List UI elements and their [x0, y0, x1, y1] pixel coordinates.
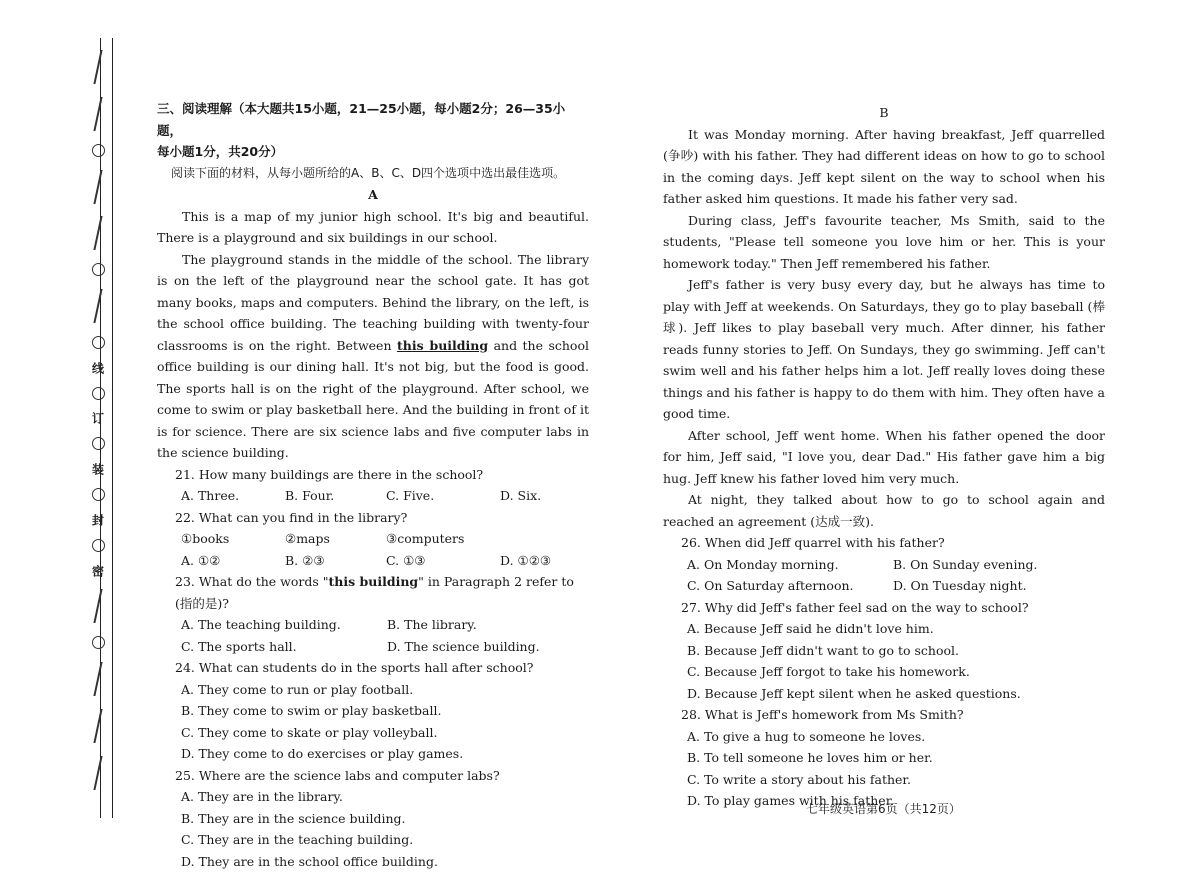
option: D. To play games with his father.: [687, 790, 1105, 812]
question-23-options: [157, 614, 589, 657]
option: B. To tell someone he loves him or her.: [687, 747, 1105, 769]
option: A. On Monday morning.: [687, 554, 893, 576]
option: C. On Saturday afternoon.: [687, 575, 893, 597]
seal-circle-icon: [92, 336, 105, 349]
option: D. ①②③: [500, 550, 600, 572]
question-26: 26. When did Jeff quarrel with his father?: [663, 532, 1105, 554]
binding-margin: [0, 0, 120, 849]
seal-circle-icon: [92, 263, 105, 276]
seal-char: 订: [90, 412, 107, 424]
passage-b-paragraph-1: It was Monday morning. After having breakfast, Jeff quarrelled (争吵) with his father. They had different ideas on how to go to school in the coming days. Jeff kept silent on the way to school when his father asked him questions. It made his father very sad.: [663, 124, 1105, 210]
option: C. To write a story about his father.: [687, 769, 1105, 791]
passage-b-paragraph-3: Jeff's father is very busy every day, but he always has time to play with Jeff at weekends. On Saturdays, they go to play baseball (棒球). Jeff likes to play baseball very much. After dinner, his father reads funny stories to Jeff. On Sundays, they go swimming. Jeff can't swim well and his father helps him a lot. Jeff really loves doing these things and his father is happy to do them with him. They often have a good time.: [663, 274, 1105, 425]
passage-b-paragraph-2: During class, Jeff's favourite teacher, Ms Smith, said to the students, "Please tell someone you love him or her. This is your homework today." Then Jeff remembered his father.: [663, 210, 1105, 275]
passage-a-paragraph-2: The playground stands in the middle of the school. The library is on the left of the playground near the school gate. It has got many books, maps and computers. Behind the library, on the left, is the school office building. The teaching building with twenty-four classrooms is on the right. Between this building and the school office building is our dining hall. It's not big, but the food is good. The sports hall is on the right of the playground. After school, we come to swim or play basketball here. And the building in front of it is for science. There are six science labs and five computer labs in the science building.: [157, 249, 589, 464]
seal-char: 封: [90, 514, 107, 526]
option: A. They are in the library.: [181, 786, 589, 808]
option: A. They come to run or play football.: [181, 679, 589, 701]
seal-char: 装: [90, 463, 107, 475]
option: C. ①③: [386, 550, 500, 572]
option: C. They are in the teaching building.: [181, 829, 589, 851]
item: ①books: [181, 528, 285, 550]
option: D. They come to do exercises or play games.: [181, 743, 589, 765]
option: B. Four.: [285, 485, 386, 507]
passage-b-paragraph-4: After school, Jeff went home. When his father opened the door for him, Jeff said, "I love you, dear Dad." His father gave him a big hug. Jeff knew his father loved him very much.: [663, 425, 1105, 490]
question-22-items: [157, 528, 589, 550]
option: D. Six.: [500, 485, 600, 507]
passage-a-paragraph-1: This is a map of my junior high school. It's big and beautiful. There is a playground and six buildings in our school.: [157, 206, 589, 249]
option: C. They come to skate or play volleyball.: [181, 722, 589, 744]
option: D. The science building.: [387, 636, 587, 658]
seal-circle-icon: [92, 387, 105, 400]
question-28: 28. What is Jeff's homework from Ms Smith?: [663, 704, 1105, 726]
left-column: [157, 98, 589, 872]
question-24-options: [157, 679, 589, 765]
option: B. They are in the science building.: [181, 808, 589, 830]
option: D. On Tuesday night.: [893, 575, 1093, 597]
question-27-options: [663, 618, 1105, 704]
option: C. Five.: [386, 485, 500, 507]
seal-line: [86, 50, 110, 790]
seal-circle-icon: [92, 144, 105, 157]
option: D. Because Jeff kept silent when he asked questions.: [687, 683, 1105, 705]
question-26-options: [663, 554, 1105, 597]
option: A. The teaching building.: [181, 614, 387, 636]
option: B. They come to swim or play basketball.: [181, 700, 589, 722]
margin-line: [112, 38, 113, 818]
item: ②maps: [285, 528, 386, 550]
option: C. Because Jeff forgot to take his homework.: [687, 661, 1105, 683]
section-heading-cont: 每小题1分，共20分）: [157, 141, 589, 163]
option: B. Because Jeff didn't want to go to school.: [687, 640, 1105, 662]
question-21-options: [157, 485, 589, 507]
option: B. The library.: [387, 614, 587, 636]
question-27: 27. Why did Jeff's father feel sad on the way to school?: [663, 597, 1105, 619]
right-column: [663, 102, 1105, 812]
seal-circle-icon: [92, 539, 105, 552]
question-25: 25. Where are the science labs and computer labs?: [157, 765, 589, 787]
passage-b-label: B: [663, 102, 1105, 124]
option: C. The sports hall.: [181, 636, 387, 658]
option: A. Because Jeff said he didn't love him.: [687, 618, 1105, 640]
option: A. To give a hug to someone he loves.: [687, 726, 1105, 748]
seal-char: 密: [90, 565, 107, 577]
question-23: 23. What do the words "this building" in Paragraph 2 refer to (指的是)?: [157, 571, 589, 614]
seal-circle-icon: [92, 437, 105, 450]
question-21: 21. How many buildings are there in the school?: [157, 464, 589, 486]
section-instruction: 阅读下面的材料，从每小题所给的A、B、C、D四个选项中选出最佳选项。: [157, 163, 589, 185]
question-22-options: [157, 550, 589, 572]
item: ③computers: [386, 528, 500, 550]
question-22: 22. What can you find in the library?: [157, 507, 589, 529]
underlined-phrase: this building: [397, 338, 488, 353]
option: D. They are in the school office building.: [181, 851, 589, 872]
option: B. ②③: [285, 550, 386, 572]
passage-b-paragraph-5: At night, they talked about how to go to school again and reached an agreement (达成一致).: [663, 489, 1105, 532]
option: A. Three.: [181, 485, 285, 507]
seal-circle-icon: [92, 636, 105, 649]
seal-char: 线: [90, 362, 107, 374]
question-24: 24. What can students do in the sports hall after school?: [157, 657, 589, 679]
section-heading: 三、阅读理解（本大题共15小题，21—25小题，每小题2分；26—35小题，: [157, 98, 589, 141]
option: B. On Sunday evening.: [893, 554, 1093, 576]
option: A. ①②: [181, 550, 285, 572]
passage-a-label: A: [157, 184, 589, 206]
seal-circle-icon: [92, 488, 105, 501]
page-footer: 七年级英语第6页（共12页）: [806, 800, 961, 817]
question-25-options: [157, 786, 589, 872]
question-28-options: [663, 726, 1105, 812]
